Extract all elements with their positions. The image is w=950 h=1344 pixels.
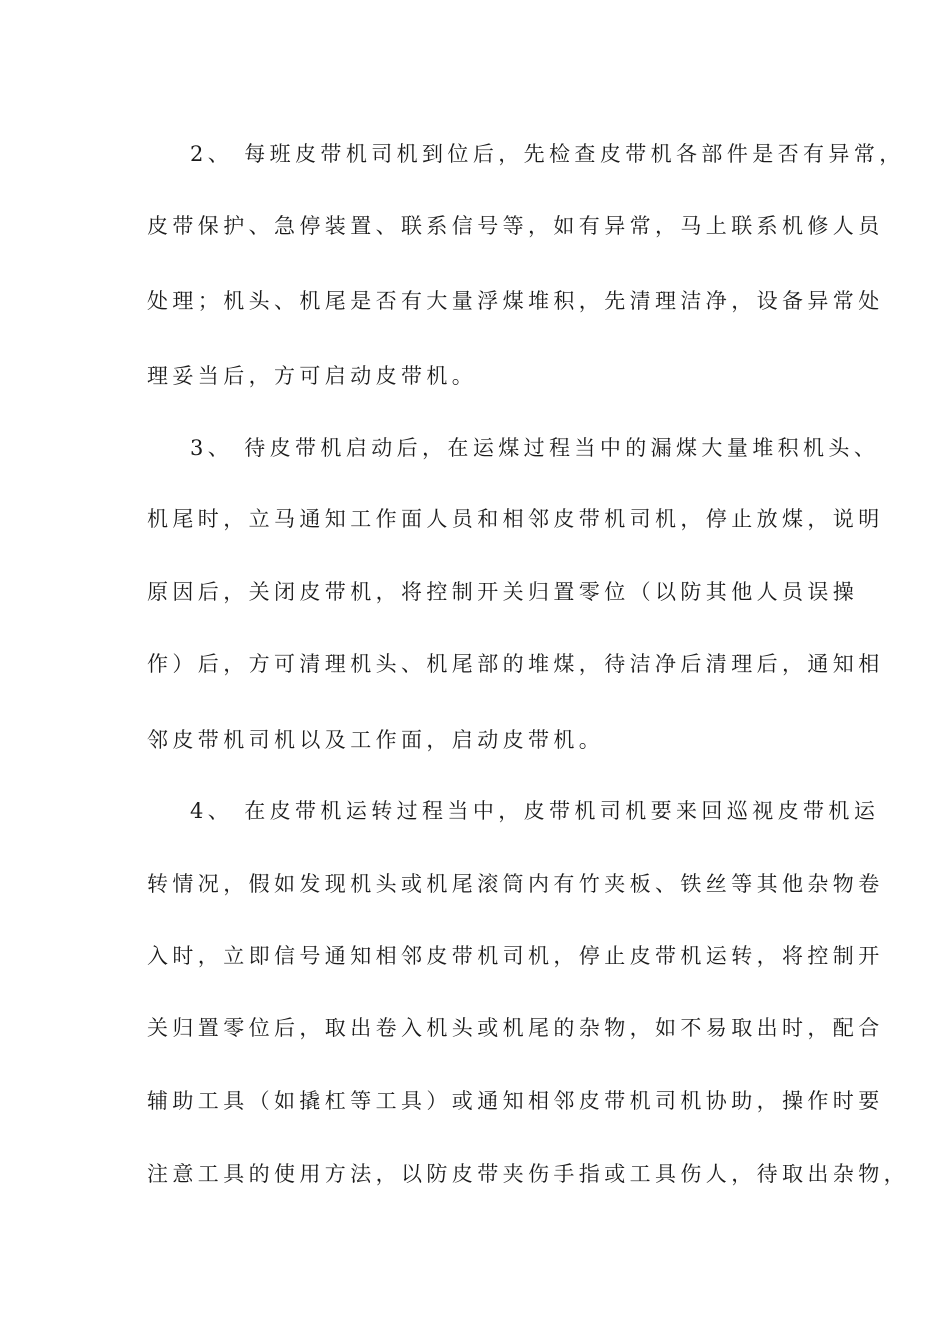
paragraph-2-line-3: 处理；机头、机尾是否有大量浮煤堆积，先清理洁净，设备异常处 <box>147 289 884 313</box>
paragraph-4-line-2: 转情况，假如发现机头或机尾滚筒内有竹夹板、铁丝等其他杂物卷 <box>147 872 884 896</box>
paragraph-4-line-1: 4、 在皮带机运转过程当中，皮带机司机要来回巡视皮带机运 <box>190 799 880 823</box>
paragraph-2-line-4: 理妥当后，方可启动皮带机。 <box>147 364 478 388</box>
paragraph-3-line-4: 作）后，方可清理机头、机尾部的堆煤，待洁净后清理后，通知相 <box>147 652 884 676</box>
paragraph-4-line-3: 入时，立即信号通知相邻皮带机司机，停止皮带机运转，将控制开 <box>147 944 884 968</box>
paragraph-4-line-5: 辅助工具（如撬杠等工具）或通知相邻皮带机司机协助，操作时要 <box>147 1089 884 1113</box>
paragraph-3-line-5: 邻皮带机司机以及工作面，启动皮带机。 <box>147 728 605 752</box>
paragraph-3-line-1: 3、 待皮带机启动后，在运煤过程当中的漏煤大量堆积机头、 <box>190 436 880 460</box>
paragraph-2-line-2: 皮带保护、急停装置、联系信号等，如有异常，马上联系机修人员 <box>147 214 884 238</box>
paragraph-4-line-6: 注意工具的使用方法，以防皮带夹伤手指或工具伤人，待取出杂物， <box>147 1162 909 1186</box>
paragraph-2-line-1: 2、 每班皮带机司机到位后，先检查皮带机各部件是否有异常， <box>190 142 905 166</box>
paragraph-4-line-4: 关归置零位后，取出卷入机头或机尾的杂物，如不易取出时，配合 <box>147 1016 884 1040</box>
paragraph-3-line-2: 机尾时，立马通知工作面人员和相邻皮带机司机，停止放煤，说明 <box>147 507 884 531</box>
paragraph-3-line-3: 原因后，关闭皮带机，将控制开关归置零位（以防其他人员误操 <box>147 580 859 604</box>
